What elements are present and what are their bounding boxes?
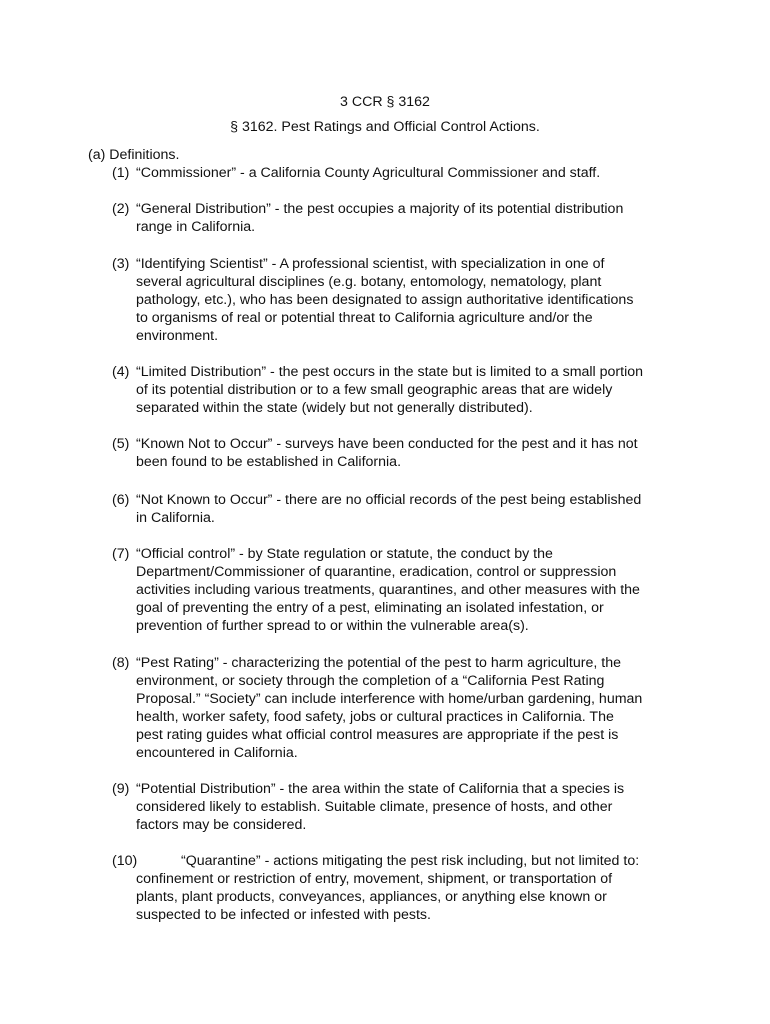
definition-line: plants, plant products, conveyances, appliances, or anything else known or (136, 889, 607, 906)
definition-line: “Known Not to Occur” - surveys have been conducted for the pest and it has not (136, 436, 638, 452)
definition-line: “Pest Rating” - characterizing the potential of the pest to harm agriculture, the (136, 655, 621, 671)
definition-line: suspected to be infected or infested with pests. (136, 907, 431, 924)
definition-line: confinement or restriction of entry, movement, shipment, or transportation of (136, 871, 613, 888)
definition-line: prevention of further spread to or within the vulnerable area(s). (136, 618, 529, 635)
definition-number: (6) (112, 492, 130, 508)
definition-line: considered likely to establish. Suitable climate, presence of hosts, and other (136, 799, 613, 816)
definition-item-3 (112, 255, 692, 345)
definition-line: several agricultural disciplines (e.g. botany, entomology, nematology, plant (136, 274, 602, 291)
definition-item-10 (112, 852, 692, 924)
definition-number: (8) (112, 655, 130, 671)
definition-line: pathology, etc.), who has been designated to assign authoritative identifications (136, 292, 634, 309)
definition-item-1 (112, 164, 692, 182)
definition-line: “Official control” - by State regulation or statute, the conduct by the (136, 546, 553, 562)
definition-item-6 (112, 491, 692, 527)
definition-item-9 (112, 780, 692, 834)
definition-line: separated within the state (widely but not generally distributed). (136, 400, 533, 417)
definition-number: (7) (112, 546, 130, 562)
definition-line: to organisms of real or potential threat to California agriculture and/or the (136, 310, 593, 327)
definition-line: environment, or society through the completion of a “California Pest Rating (136, 673, 605, 690)
definition-item-5 (112, 435, 692, 471)
definition-line: been found to be established in California. (136, 454, 402, 471)
definition-line: health, worker safety, food safety, jobs or cultural practices in California. The (136, 709, 614, 726)
definition-line: “Quarantine” - actions mitigating the pest risk including, but not limited to: (181, 853, 640, 869)
definition-line: Department/Commissioner of quarantine, eradication, control or suppression (136, 564, 617, 581)
section-title: § 3162. Pest Ratings and Official Control Actions. (230, 119, 540, 135)
definition-line: goal of preventing the entry of a pest, eliminating an isolated infestation, or (136, 600, 604, 617)
definition-line: “Not Known to Occur” - there are no official records of the pest being established (136, 492, 642, 508)
definition-line: “Limited Distribution” - the pest occurs in the state but is limited to a small portion (136, 364, 644, 380)
definition-line: in California. (136, 510, 215, 527)
definition-line: of its potential distribution or to a few small geographic areas that are widely (136, 382, 613, 399)
definition-item-8 (112, 654, 692, 763)
definition-line: “Identifying Scientist” - A professional scientist, with specialization in one of (136, 256, 605, 272)
definitions-label: (a) Definitions. (88, 147, 180, 163)
definition-number: (3) (112, 256, 130, 272)
definition-line: Proposal.” “Society” can include interference with home/urban gardening, human (136, 691, 643, 708)
definition-number: (5) (112, 436, 130, 452)
definition-item-4 (112, 363, 692, 417)
definition-number: (9) (112, 781, 130, 797)
definition-line: environment. (136, 328, 219, 345)
definition-item-2 (112, 200, 692, 236)
citation-heading: 3 CCR § 3162 (340, 94, 430, 110)
definition-line: “Potential Distribution” - the area within the state of California that a species is (136, 781, 625, 797)
definition-line: encountered in California. (136, 745, 298, 762)
definition-number: (1) (112, 165, 130, 181)
definition-line: “Commissioner” - a California County Agricultural Commissioner and staff. (136, 165, 601, 181)
definition-number: (2) (112, 201, 130, 217)
definition-line: factors may be considered. (136, 817, 307, 834)
definition-line: pest rating guides what official control measures are appropriate if the pest is (136, 727, 619, 744)
definition-line: activities including various treatments, quarantines, and other measures with the (136, 582, 640, 599)
definition-line: “General Distribution” - the pest occupies a majority of its potential distribution (136, 201, 624, 217)
definition-number: (4) (112, 364, 130, 380)
definition-line: range in California. (136, 219, 256, 236)
definition-number: (10) (112, 853, 138, 869)
definition-item-7 (112, 545, 692, 635)
